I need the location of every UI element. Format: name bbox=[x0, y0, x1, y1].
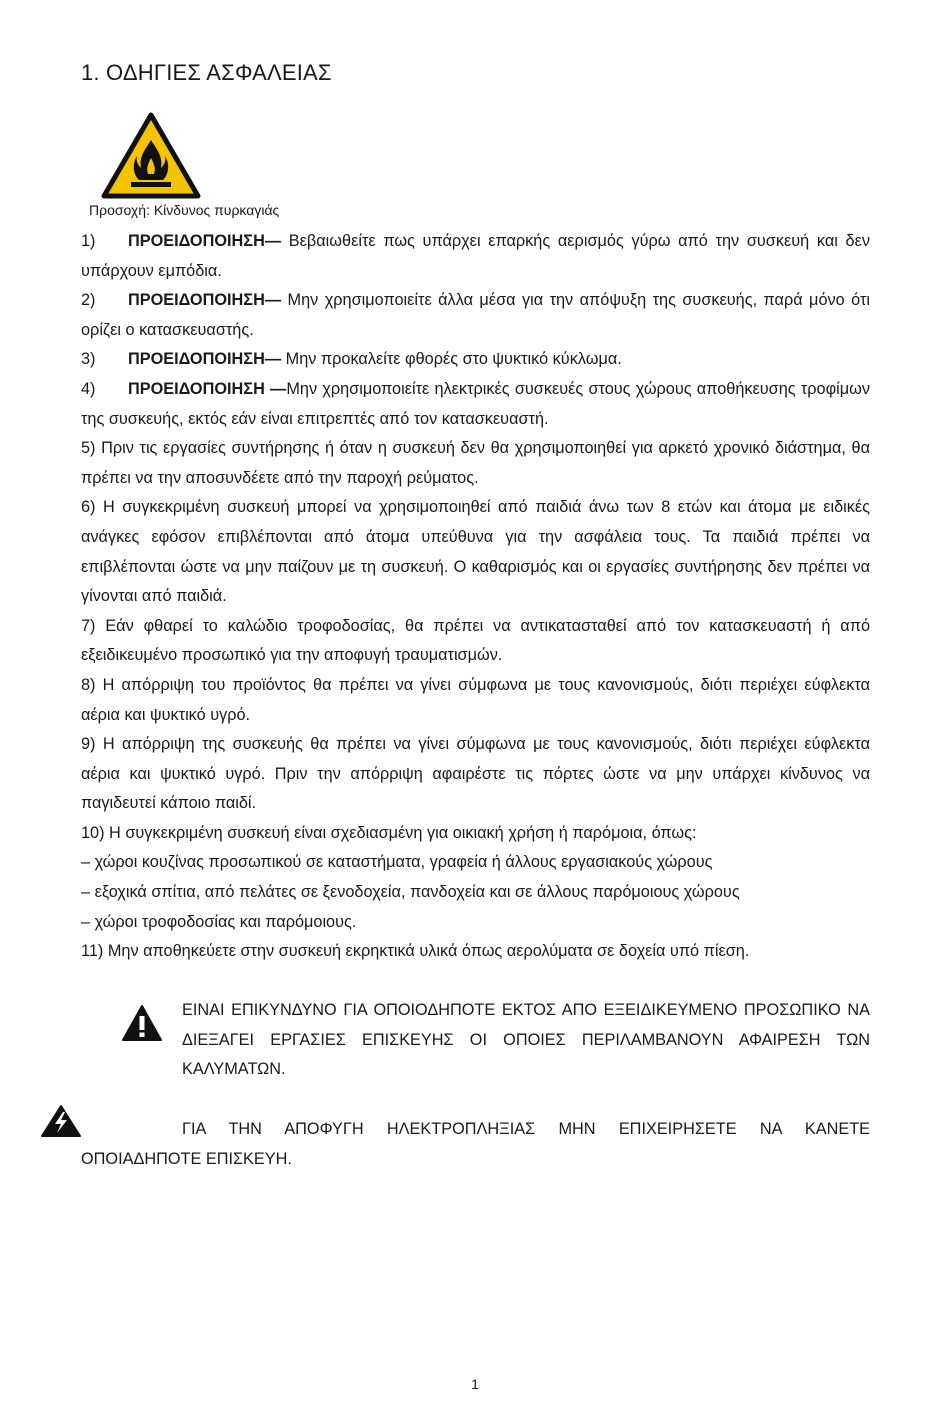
electric-warning-line-1: ΓΙΑ ΤΗΝ ΑΠΟΦΥΓΗ ΗΛΕΚΤΡΟΠΛΗΞΙΑΣ ΜΗΝ ΕΠΙΧΕΙΡΗΣΕΤΕ ΝΑ ΚΑΝΕΤΕ bbox=[182, 1120, 870, 1138]
item-text: Βεβαιωθείτε πως υπάρχει επαρκής αερισμός γύρω από την συσκευή και δεν υπάρχουν εμπόδια. bbox=[81, 232, 870, 280]
warning-label: ΠΡΟΕΙΔΟΠΟΙΗΣΗ— bbox=[128, 291, 282, 310]
item-text: Μην χρησιμοποιείτε άλλα μέσα για την απόψυξη της συσκευής, παρά μόνο ότι ορίζει ο κατασκευαστής. bbox=[81, 291, 870, 339]
electric-shock-icon bbox=[40, 1104, 82, 1138]
item-number: 2) bbox=[81, 291, 96, 310]
instruction-10-bullet: – χώροι τροφοδοσίας και παρόμοιους. bbox=[81, 912, 357, 931]
electric-warning-line-2: ΟΠΟΙΑΔΗΠΟΤΕ ΕΠΙΣΚΕΥΗ. bbox=[81, 1149, 292, 1168]
warning-label: ΠΡΟΕΙΔΟΠΟΙΗΣΗ— bbox=[128, 232, 282, 250]
fire-warning-caption: Προσοχή: Κίνδυνος πυρκαγιάς bbox=[89, 202, 280, 218]
warning-label: ΠΡΟΕΙΔΟΠΟΙΗΣΗ — bbox=[128, 379, 287, 398]
instruction-11: 11) Μην αποθηκεύετε στην συσκευή εκρηκτικά υλικά όπως αερολύματα σε δοχεία υπό πίεση. bbox=[81, 942, 750, 961]
item-number: 1) bbox=[81, 232, 96, 250]
item-number: 4) bbox=[81, 379, 96, 398]
instruction-2 bbox=[81, 286, 870, 345]
instruction-7: 7) Εάν φθαρεί το καλώδιο τροφοδοσίας, θα πρέπει να αντικατασταθεί από τον κατασκευαστή ή από εξειδικευμένο προσωπικό για την αποφυγή τραυματισμών. bbox=[81, 616, 870, 665]
page-number: 1 bbox=[471, 1376, 479, 1392]
instruction-3 bbox=[81, 345, 870, 375]
instruction-5: 5) Πριν τις εργασίες συντήρησης ή όταν η συσκευή δεν θα χρησιμοποιηθεί για αρκετό χρονικό διάστημα, θα πρέπει να την αποσυνδέετε από την παροχή ρεύματος. bbox=[81, 439, 870, 487]
instruction-4 bbox=[81, 375, 870, 434]
item-number: 3) bbox=[81, 350, 96, 369]
general-warning-icon bbox=[121, 1004, 163, 1042]
item-text: Μην χρησιμοποιείτε ηλεκτρικές συσκευές στους χώρους αποθήκευσης τροφίμων της συσκευής, εκτός εάν είναι επιτρεπτές από τον κατασκευαστή. bbox=[81, 379, 870, 428]
instruction-8: 8) Η απόρριψη του προϊόντος θα πρέπει να γίνει σύμφωνα με τους κανονισμούς, διότι περιέχει εύφλεκτα αέρια και ψυκτικό υγρό. bbox=[81, 675, 870, 724]
electric-shock-warning bbox=[81, 1115, 870, 1174]
warning-label: ΠΡΟΕΙΔΟΠΟΙΗΣΗ— bbox=[128, 350, 282, 369]
instruction-1 bbox=[81, 227, 870, 286]
general-warning-text: ΕΙΝΑΙ ΕΠΙΚΥΝΔΥΝΟ ΓΙΑ ΟΠΟΙΟΔΗΠΟΤΕ ΕΚΤΟΣ ΑΠΟ ΕΞΕΙΔΙΚΕΥΜΕΝΟ ΠΡΟΣΩΠΙΚΟ ΝΑ ΔΙΕΞΑΓΕΙ ΕΡΓΑΣΙΕΣ ΕΠΙΣΚΕΥΗΣ ΟΙ ΟΠΟΙΕΣ ΠΕΡΙΛΑΜΒΑΝΟΥΝ ΑΦΑΙΡΕΣΗ ΤΩΝ ΚΑΛΥΜΑΤΩΝ. bbox=[182, 1001, 870, 1079]
item-text: Μην προκαλείτε φθορές στο ψυκτικό κύκλωμα. bbox=[281, 350, 622, 369]
instruction-6: 6) Η συγκεκριμένη συσκευή μπορεί να χρησιμοποιηθεί από παιδιά άνω των 8 ετών και άτομα με ειδικές ανάγκες εφόσον επιβλέπονται από άτομα υπεύθυνα για την ασφάλεια τους. Τα παιδιά πρέπει να επιβλέπονται ώστε να μην παίζουν με τη συσκευή. Ο καθαρισμός και οι εργασίες συντήρησης δεν πρέπει να γίνονται από παιδιά. bbox=[81, 498, 870, 606]
flammable-warning-icon bbox=[101, 112, 201, 200]
instruction-10-bullet: – χώροι κουζίνας προσωπικού σε καταστήματα, γραφεία ή άλλους εργασιακούς χώρους bbox=[81, 853, 713, 872]
safety-instructions bbox=[81, 227, 870, 967]
general-repair-warning bbox=[81, 996, 870, 1085]
section-title: 1. ΟΔΗΓΙΕΣ ΑΣΦΑΛΕΙΑΣ bbox=[81, 60, 332, 85]
instruction-10-intro: 10) Η συγκεκριμένη συσκευή είναι σχεδιασμένη για οικιακή χρήση ή παρόμοια, όπως: bbox=[81, 823, 697, 842]
instruction-10-bullet: – εξοχικά σπίτια, από πελάτες σε ξενοδοχεία, πανδοχεία και σε άλλους παρόμοιους χώρους bbox=[81, 883, 740, 902]
instruction-9: 9) Η απόρριψη της συσκευής θα πρέπει να γίνει σύμφωνα με τους κανονισμούς, διότι περιέχει εύφλεκτα αέρια και ψυκτικό υγρό. Πριν την απόρριψη αφαιρέστε τις πόρτες ώστε να μην υπάρχει κίνδυνος να παγιδευτεί κάποιο παιδί. bbox=[81, 735, 870, 813]
